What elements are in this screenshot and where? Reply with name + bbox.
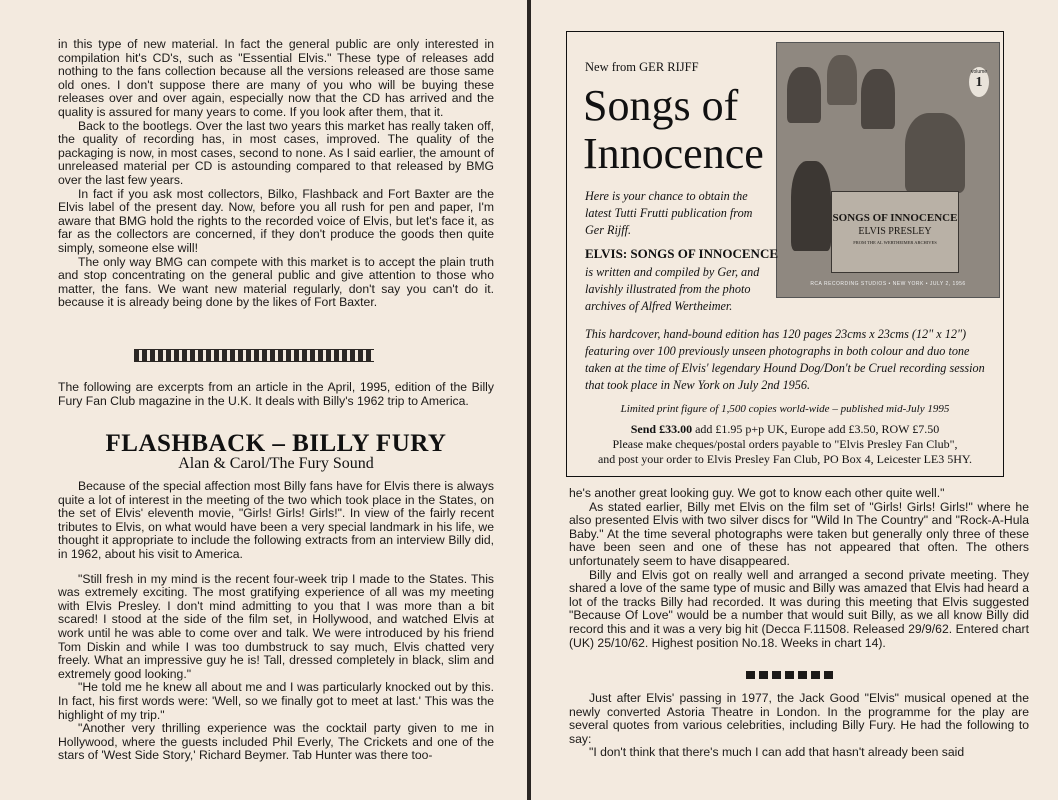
paragraph: Just after Elvis' passing in 1977, the Jack Good "Elvis" musical opened at the newly converted Astoria Theatre in London. In the programme for the play are several quotes from various celebrities, including Billy Fury. He had the following to say: [569, 691, 1029, 746]
photo-figure [827, 55, 857, 105]
ad-post-address: and post your order to Elvis Presley Fan Club, PO Box 4, Leicester LE3 5HY. [597, 452, 973, 466]
volume-number: 1 [975, 75, 983, 90]
book-advertisement [566, 31, 1004, 477]
ad-intro [585, 188, 773, 239]
ad-postage: add £1.95 p+p UK, Europe add £3.50, ROW £7.50 [692, 422, 940, 436]
right-article-continuation [569, 692, 1029, 760]
volume-badge [969, 67, 989, 97]
ad-written [585, 264, 775, 315]
paragraph: As stated earlier, Billy met Elvis on the film set of "Girls! Girls! Girls!" where he also presented Elvis with two silver discs for "Wild In The Country" and "Rock-A-Hula Baby." At the time several photographs were taken but generally only three of these have been seen and one of these has not appeared that often. The others unfortunately seem to have disappeared. [569, 499, 1029, 568]
intro-paragraph: The following are excerpts from an article in the April, 1995, edition of the Billy Fury Fan Club magazine in the U.K. It deals with Billy's 1962 trip to America. [58, 380, 494, 408]
cover-title: SONGS OF INNOCENCE [832, 212, 958, 224]
ad-send-line [567, 422, 1003, 437]
article-headline: FLASHBACK – BILLY FURY [105, 430, 447, 457]
ad-hardcover-text: This hardcover, hand-bound edition has 120 pages 23cms x 23cms (12" x 12") featuring over 100 previously unseen photographs in both colour and duo tone taken at the time of Elvis' legendary Hound Dog/Don't be Cruel recording session that took place in New York on July 2nd 1956. [585, 327, 985, 392]
paragraph: in this type of new material. In fact the general public are only interested in compilation hit's CD's, such as "Essential Elvis." These type of releases add nothing to the fans collection because all the versions released are those same old ones. I don't suppose there are many of you who will be buying these releases over and over again, especially now that the CD has arrived and the quality is assured for many years to come. If you look after them, that it. [58, 37, 494, 119]
photo-figure [905, 113, 965, 193]
paragraph: he's another great looking guy. We got to know each other quite well." [569, 486, 945, 500]
left-top-text [58, 38, 494, 310]
volume-label: volume [970, 69, 988, 75]
paragraph: In fact if you ask most collectors, Bilko, Flashback and Fort Baxter are the Elvis label of the present day. Now, before you all rush for pen and paper, I'm aware that BMG hold the rights to the recorded voice of Elvis, but let's face it, as far as the collectors are concerned, if they don't produce the goods then quite simply, someone else will! [58, 186, 494, 255]
paragraph: The only way BMG can compete with this market is to accept the plain truth and stop concentrating on the general public and give attention to those who matter, the fans. We want new material regularly, don't say you can't do it. because it is already being done by the likes of Fort Baxter. [58, 254, 494, 310]
ad-title-line: Songs of [583, 81, 739, 130]
paragraph: Back to the bootlegs. Over the last two years this market has really taken off, the quality of recording has, in most cases, improved. The quality of the packaging is now, in most cases, second to none. As I said earlier, the amount of unreleased material per CD is astounding compared to that released by BMG over the last few years. [58, 118, 494, 187]
article-body [58, 480, 494, 763]
cover-artist: ELVIS PRESLEY [858, 226, 932, 237]
section-break-ornament [746, 671, 836, 679]
ad-hardcover [585, 326, 995, 394]
ad-written-text: is written and compiled by Ger, and lavishly illustrated from the photo archives of Alfred Wertheimer. [585, 265, 760, 313]
cover-subtitle: FROM THE AL WERTHEIMER ARCHIVES [853, 240, 937, 245]
paragraph: Because of the special affection most Billy fans have for Elvis there is always quite a lot of interest in the meeting of the two which took place in the States, on the set of Elvis' eleventh movie, "Girls! Girls! Girls!". In view of the fairly recent tributes to Elvis, on what would have been a very special landmark in his life, we thought it appropriate to include the following extracts from an interview Billy did, in 1962, about his visit to America. [58, 479, 494, 561]
ad-new-from: New from GER RIJFF [585, 60, 699, 74]
photo-figure [861, 69, 895, 129]
quote-paragraph: "He told me he knew all about me and I was particularly knocked out by this. In fact, his first words were: 'Well, so we finally got to meet at last.' This was the highlight of my trip." [58, 680, 494, 722]
paragraph: Billy and Elvis got on really well and arranged a second private meeting. They shared a love of the same type of music and Billy was amazed that Elvis had heard a lot of the tracks Billy had recorded. It was during this meeting that Elvis suggested "Because Of Love" would be a number that would suit Billy, as we all know Billy did record this and it was a very big hit (Decca F.11508. Released 29/9/62. Entered chart (UK) 25/10/62. Highest position No.18. Weeks in chart 14). [569, 567, 1029, 650]
left-page [0, 0, 527, 800]
ad-price: Send £33.00 [630, 422, 693, 436]
ad-limited: Limited print figure of 1,500 copies world-wide – published mid-July 1995 [620, 403, 950, 415]
right-article-body [569, 487, 1029, 650]
ad-title [583, 82, 764, 178]
ad-title-line: Innocence [583, 129, 764, 178]
right-page [531, 0, 1058, 800]
quote-paragraph: "Another very thrilling experience was the cocktail party given to me in Hollywood, where the guests included Phil Everly, The Crickets and one of the stars of 'West Side Story,' Richard Beymer. Tab Hunter was there too- [58, 721, 494, 763]
photo-caption: RCA RECORDING STUDIOS • NEW YORK • JULY 2, 1956 [810, 281, 966, 287]
intro-block [58, 381, 494, 408]
quote-paragraph: "Still fresh in my mind is the recent four-week trip I made to the States. This was extremely exciting. The most gratifying experience of all was my meeting with Elvis Presley. I don't mind admitting to you that I was more than a bit scared! I stood at the side of the film set, in Hollywood, and watched Elvis at work until he was able to come over and talk. We were introduced by his friend Tom Diskin and while I was too dumbstruck to say much, Elvis chatted very freely. What an impressive guy he is! Tall, dressed completely in black, slim and extremely good looking." [58, 571, 494, 681]
article-byline: Alan & Carol/The Fury Sound [178, 455, 374, 472]
decorative-divider [134, 349, 374, 362]
ad-intro-text: Here is your chance to obtain the latest Tutti Frutti publication from Ger Rijff. [585, 189, 753, 237]
quote-paragraph: "I don't think that there's much I can add that hasn't already been said [589, 745, 965, 760]
photo-figure [791, 161, 831, 251]
photo-figure [787, 67, 821, 123]
ad-cheques: Please make cheques/postal orders payable to "Elvis Presley Fan Club", [612, 437, 958, 451]
ad-book-title: ELVIS: SONGS OF INNOCENCE [585, 246, 779, 261]
